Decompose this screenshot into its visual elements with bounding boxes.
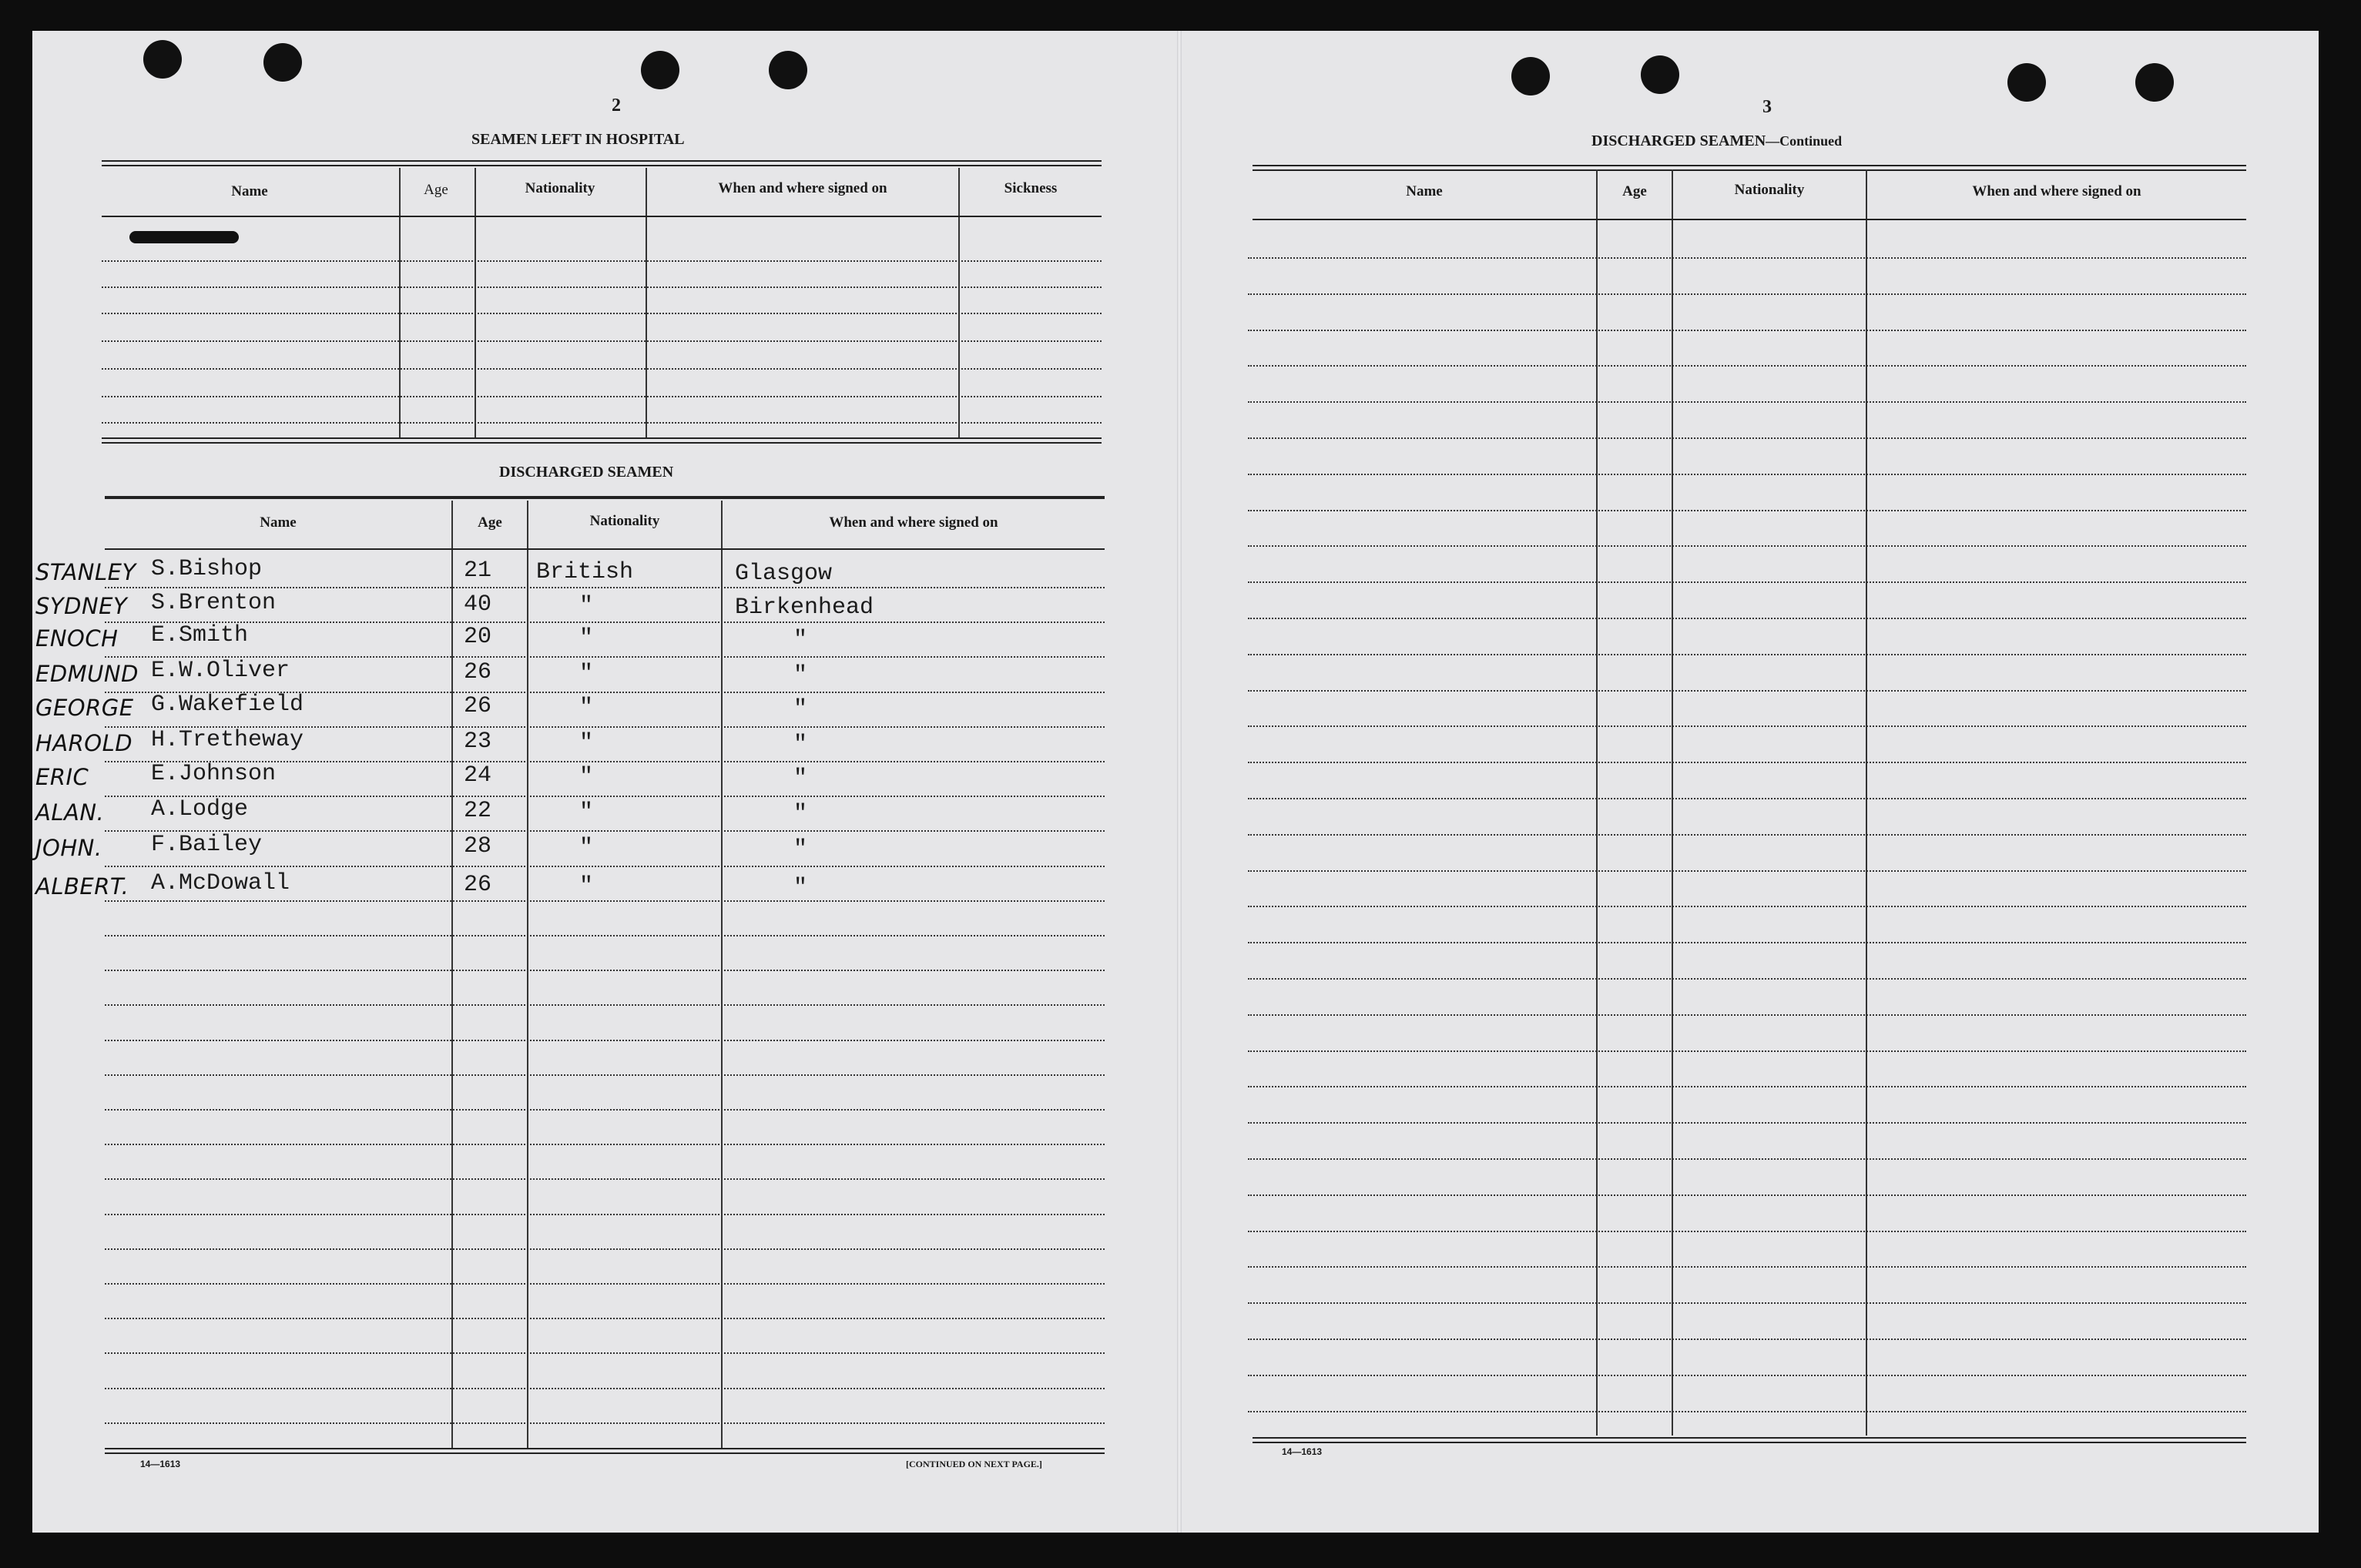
row-rule (105, 1144, 1105, 1145)
row-rule (105, 866, 1105, 867)
right-col-age: Age (1622, 183, 1647, 199)
row-rule (1248, 654, 2246, 655)
hospital-row-line (102, 396, 1102, 397)
row-rule (1248, 798, 2246, 799)
right-table-top-rule (1253, 165, 2246, 171)
hospital-row-line (102, 286, 1102, 288)
right-title-main: DISCHARGED SEAMEN (1591, 132, 1766, 149)
age: 26 (464, 693, 492, 719)
nationality: " (579, 799, 594, 826)
surname: A.Lodge (151, 796, 249, 823)
row-rule (1248, 1086, 2246, 1087)
continued-note: [CONTINUED ON NEXT PAGE.] (906, 1459, 1042, 1469)
punch-hole (1511, 57, 1550, 95)
signed-on-place: " (793, 836, 808, 863)
row-rule (105, 796, 1105, 797)
page-number-left: 2 (612, 95, 621, 116)
discharged-table-bottom-rule (105, 1448, 1105, 1454)
punch-hole (769, 51, 807, 89)
hospital-row-line (102, 340, 1102, 342)
surname: S.Brenton (151, 590, 277, 616)
signed-on-place: " (793, 875, 808, 901)
nationality: " (579, 593, 594, 619)
discharged-section-title: DISCHARGED SEAMEN (499, 464, 674, 481)
row-rule (105, 622, 1105, 623)
row-rule (1248, 725, 2246, 727)
row-rule (1248, 545, 2246, 547)
hospital-col-signed-on: When and where signed on (718, 180, 887, 196)
row-rule (105, 1214, 1105, 1215)
discharged-table-top-rule (105, 496, 1105, 499)
punch-hole (2135, 63, 2174, 102)
hospital-row-line (102, 260, 1102, 262)
hospital-table-bottom-rule (102, 437, 1102, 444)
discharged-col-divider (527, 501, 528, 1449)
first-name-handwritten: ALAN. (35, 799, 105, 826)
first-name-handwritten: GEORGE (35, 695, 134, 721)
right-section-title (1591, 132, 1842, 150)
row-rule (1248, 690, 2246, 692)
hospital-col-name: Name (231, 183, 268, 199)
row-rule (105, 1074, 1105, 1076)
hospital-header-rule (102, 216, 1102, 217)
age: 20 (464, 624, 492, 650)
row-rule (1248, 401, 2246, 403)
row-rule (105, 1352, 1105, 1354)
age: 21 (464, 558, 492, 584)
nationality: " (579, 764, 594, 790)
right-title-suffix: —Continued (1766, 133, 1843, 149)
signed-on-place: " (793, 766, 808, 792)
row-rule (1248, 1050, 2246, 1052)
row-rule (1248, 618, 2246, 619)
discharged-col-nationality: Nationality (589, 513, 660, 529)
first-name-handwritten: ENOCH (35, 625, 119, 652)
row-rule (1248, 1158, 2246, 1160)
first-name-handwritten: STANLEY (35, 559, 136, 585)
row-rule (1248, 1122, 2246, 1124)
row-rule (105, 900, 1105, 902)
row-rule (105, 1109, 1105, 1111)
row-rule (105, 970, 1105, 971)
surname: E.Johnson (151, 761, 277, 787)
row-rule (1248, 906, 2246, 907)
page-number-right: 3 (1762, 97, 1772, 117)
right-col-divider (1672, 169, 1673, 1436)
nationality: " (579, 835, 594, 861)
row-rule (1248, 437, 2246, 439)
row-rule (105, 1318, 1105, 1319)
age: 26 (464, 872, 492, 898)
punch-hole (641, 51, 679, 89)
right-col-divider (1866, 169, 1867, 1436)
row-rule (1248, 1194, 2246, 1196)
punch-hole (143, 40, 182, 79)
row-rule (105, 1040, 1105, 1041)
row-rule (1248, 1375, 2246, 1376)
row-rule (1248, 942, 2246, 943)
surname: E.Smith (151, 622, 249, 648)
signed-on-place: " (793, 801, 808, 827)
right-col-signed-on: When and where signed on (1972, 183, 2141, 199)
row-rule (1248, 978, 2246, 980)
first-name-handwritten: ERIC (35, 764, 89, 790)
row-rule (105, 1248, 1105, 1250)
row-rule (105, 1004, 1105, 1006)
row-rule (1248, 293, 2246, 295)
discharged-col-divider (721, 501, 723, 1449)
signed-on-place: Birkenhead (735, 595, 874, 621)
nationality: " (579, 730, 594, 756)
punch-hole (263, 43, 302, 82)
hospital-row-line (102, 422, 1102, 424)
page-spine (1177, 31, 1182, 1533)
punch-hole (2007, 63, 2046, 102)
signed-on-place: Glasgow (735, 561, 833, 587)
surname: S.Bishop (151, 556, 263, 582)
age: 22 (464, 798, 492, 824)
row-rule (105, 1422, 1105, 1424)
right-col-nationality: Nationality (1734, 182, 1805, 198)
row-rule (1248, 1266, 2246, 1268)
row-rule (1248, 834, 2246, 836)
age: 26 (464, 659, 492, 685)
right-col-name: Name (1406, 183, 1443, 199)
hospital-col-nationality: Nationality (525, 180, 595, 196)
age: 28 (464, 833, 492, 859)
discharged-col-signed-on: When and where signed on (829, 514, 998, 531)
hospital-col-age: Age (424, 182, 448, 198)
first-name-handwritten: EDMUND (35, 661, 139, 687)
hospital-row-line (102, 368, 1102, 370)
row-rule (1248, 1302, 2246, 1304)
row-rule (1248, 1231, 2246, 1232)
row-rule (105, 935, 1105, 936)
age: 40 (464, 591, 492, 618)
hospital-row-line (102, 313, 1102, 314)
row-rule (1248, 1014, 2246, 1016)
hospital-col-sickness: Sickness (1004, 180, 1058, 196)
hospital-section-title: SEAMEN LEFT IN HOSPITAL (471, 131, 685, 148)
row-rule (1248, 330, 2246, 331)
row-rule (1248, 1338, 2246, 1340)
row-rule (1248, 1411, 2246, 1412)
hospital-table-top-rule (102, 160, 1102, 166)
punch-hole (1641, 55, 1679, 94)
nationality: " (579, 661, 594, 687)
row-rule (1248, 474, 2246, 475)
nationality: British (536, 559, 634, 585)
discharged-col-age: Age (478, 514, 502, 531)
row-rule (1248, 870, 2246, 872)
row-rule (105, 1388, 1105, 1389)
right-page (1180, 31, 2319, 1533)
signed-on-place: " (793, 662, 808, 689)
first-name-handwritten: SYDNEY (35, 593, 128, 619)
signed-on-place: " (793, 696, 808, 722)
row-rule (105, 1178, 1105, 1180)
row-rule (1248, 510, 2246, 511)
row-rule (1248, 365, 2246, 367)
first-name-handwritten: HAROLD (35, 730, 133, 756)
nationality: " (579, 873, 594, 900)
surname: A.McDowall (151, 870, 290, 896)
surname: G.Wakefield (151, 692, 304, 718)
first-name-handwritten: ALBERT. (35, 873, 129, 900)
discharged-col-name: Name (260, 514, 297, 531)
row-rule (105, 1283, 1105, 1285)
first-name-handwritten: JOHN. (35, 835, 102, 861)
right-table-bottom-rule (1253, 1437, 2246, 1443)
nationality: " (579, 695, 594, 721)
row-rule (1248, 581, 2246, 583)
form-code-left: 14—1613 (140, 1459, 181, 1469)
discharged-header-rule (105, 548, 1105, 550)
form-code-right: 14—1613 (1282, 1446, 1323, 1457)
age: 23 (464, 729, 492, 755)
right-col-divider (1596, 169, 1598, 1436)
row-rule (1248, 762, 2246, 763)
redacted-name (129, 231, 239, 243)
surname: E.W.Oliver (151, 658, 290, 684)
nationality: " (579, 625, 594, 652)
row-rule (1248, 257, 2246, 259)
signed-on-place: " (793, 732, 808, 758)
surname: F.Bailey (151, 832, 263, 858)
row-rule (105, 587, 1105, 588)
surname: H.Tretheway (151, 727, 304, 753)
age: 24 (464, 762, 492, 789)
signed-on-place: " (793, 627, 808, 653)
right-header-rule (1253, 219, 2246, 220)
discharged-col-divider (451, 501, 453, 1449)
